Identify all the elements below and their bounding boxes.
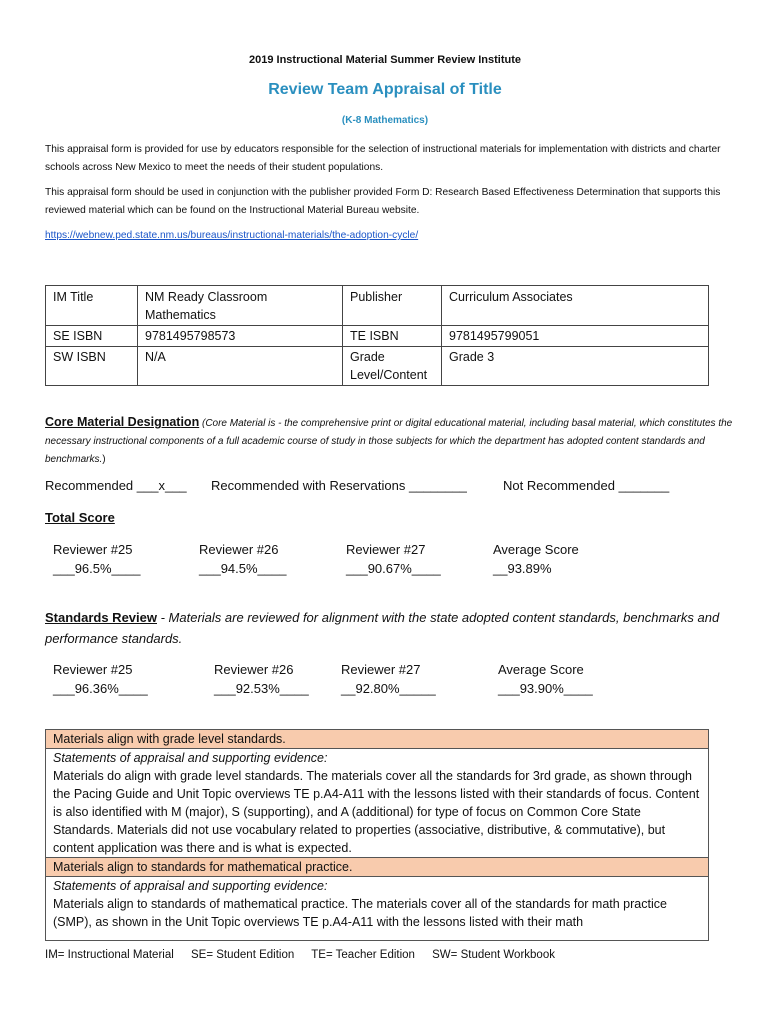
reviewer-label: Reviewer #26 [214,662,294,677]
grade-standards-heading: Materials align with grade level standards. [46,730,708,749]
recommended-option: Recommended ___x___ [45,478,187,493]
grade-label: Grade Level/Content [343,347,442,386]
core-description: (Core Material is - the comprehensive print or digital educational material, including basal material, which constitutes the necessary instructional components of a full academic course of study in those subjects for which the department has adopted content standards and benchmarks. [45,418,733,465]
average-score: ___93.90%____ [498,681,593,696]
institute-heading: 2019 Instructional Material Summer Review Institute [248,54,522,66]
standards-reviewer-26 [214,660,309,698]
math-practice-heading: Materials align to standards for mathematical practice. [46,857,708,877]
grade-standards-evidence-label: Statements of appraisal and supporting evidence: [53,751,328,765]
average-label: Average Score [498,662,584,677]
reviewer-label: Reviewer #25 [53,662,133,677]
recommended-with-reservations-option: Recommended with Reservations ________ [211,478,467,493]
te-isbn-label: TE ISBN [343,326,442,347]
standards-review [45,607,735,649]
reviewer-score: ___96.5%____ [53,561,141,576]
average-score: __93.89% [493,561,552,576]
se-isbn-label: SE ISBN [46,326,138,347]
standards-average [498,660,593,698]
se-isbn-value: 9781495798573 [138,326,343,347]
im-title-label: IM Title [46,286,138,326]
total-score-average [493,540,579,578]
total-score-reviewer-25 [53,540,140,578]
core-heading: Core Material Designation [45,415,200,429]
page-title: Review Team Appraisal of Title [268,81,502,98]
math-practice-evidence-text: Materials align to standards of mathematical practice. The materials cover all of the standards for math practice (SMP), as shown in the Unit Topic overviews TE p.A4-A11 with the lessons listed with their math [53,897,667,929]
total-score-reviewer-26 [199,540,286,578]
evidence-table [45,729,709,941]
intro-paragraph-1: This appraisal form is provided for use by educators responsible for the selection of instructional materials for implementation with districts and charter schools across New Mexico to meet the needs of their student populations. [45,144,721,173]
core-material-designation [45,413,735,469]
footer-se: SE= Student Edition [191,949,295,961]
abbreviation-footer [45,949,569,961]
not-recommended-option: Not Recommended _______ [503,478,670,493]
grade-value: Grade 3 [442,347,709,386]
reviewer-score: ___92.53%____ [214,681,309,696]
page-subtitle: (K-8 Mathematics) [341,115,429,126]
reviewer-score: __92.80%_____ [341,681,436,696]
reviewer-score: ___96.36%____ [53,681,148,696]
sw-isbn-label: SW ISBN [46,347,138,386]
standards-reviewer-25 [53,660,148,698]
standards-review-heading: Standards Review [45,610,157,625]
adoption-cycle-link[interactable]: https://webnew.ped.state.nm.us/bureaus/instructional-materials/the-adoption-cycle/ [45,230,419,241]
total-score-reviewer-27 [346,540,441,578]
publisher-label: Publisher [343,286,442,326]
core-close-paren: ) [102,454,106,465]
reviewer-score: ___94.5%____ [199,561,287,576]
im-title-value: NM Ready Classroom Mathematics [138,286,343,326]
standards-reviewer-27 [341,660,436,698]
average-label: Average Score [493,542,579,557]
reviewer-label: Reviewer #27 [346,542,426,557]
intro-paragraph-2: This appraisal form should be used in conjunction with the publisher provided Form D: Research Based Effectiveness Determination that supports this reviewed material which can be found on the Instructional Material Bureau website. [45,187,721,216]
sw-isbn-value: N/A [138,347,343,386]
math-practice-evidence-label: Statements of appraisal and supporting evidence: [53,879,328,893]
footer-sw: SW= Student Workbook [432,949,555,961]
reviewer-score: ___90.67%____ [346,561,441,576]
footer-im: IM= Instructional Material [45,949,174,961]
reviewer-label: Reviewer #26 [199,542,279,557]
standards-review-description: - Materials are reviewed for alignment with the state adopted content standards, benchmarks and performance standards. [45,610,720,646]
material-info-table [45,285,709,386]
publisher-value: Curriculum Associates [442,286,709,326]
grade-standards-evidence-text: Materials do align with grade level standards. The materials cover all the standards for 3rd grade, as shown through the Pacing Guide and Unit Topic overviews TE p.A4-A11 with the lessons listed with their standards of focus. Content is also identified with M (major), S (supporting), and A (additional) for type of focus on Common Core State Standards. Materials did not use vocabulary related to properties (associative, distributive, & commutative), but content application was there and is what is expected. [53,769,700,855]
reviewer-label: Reviewer #25 [53,542,133,557]
reviewer-label: Reviewer #27 [341,662,421,677]
total-score-heading: Total Score [45,510,115,525]
te-isbn-value: 9781495799051 [442,326,709,347]
footer-te: TE= Teacher Edition [311,949,415,961]
